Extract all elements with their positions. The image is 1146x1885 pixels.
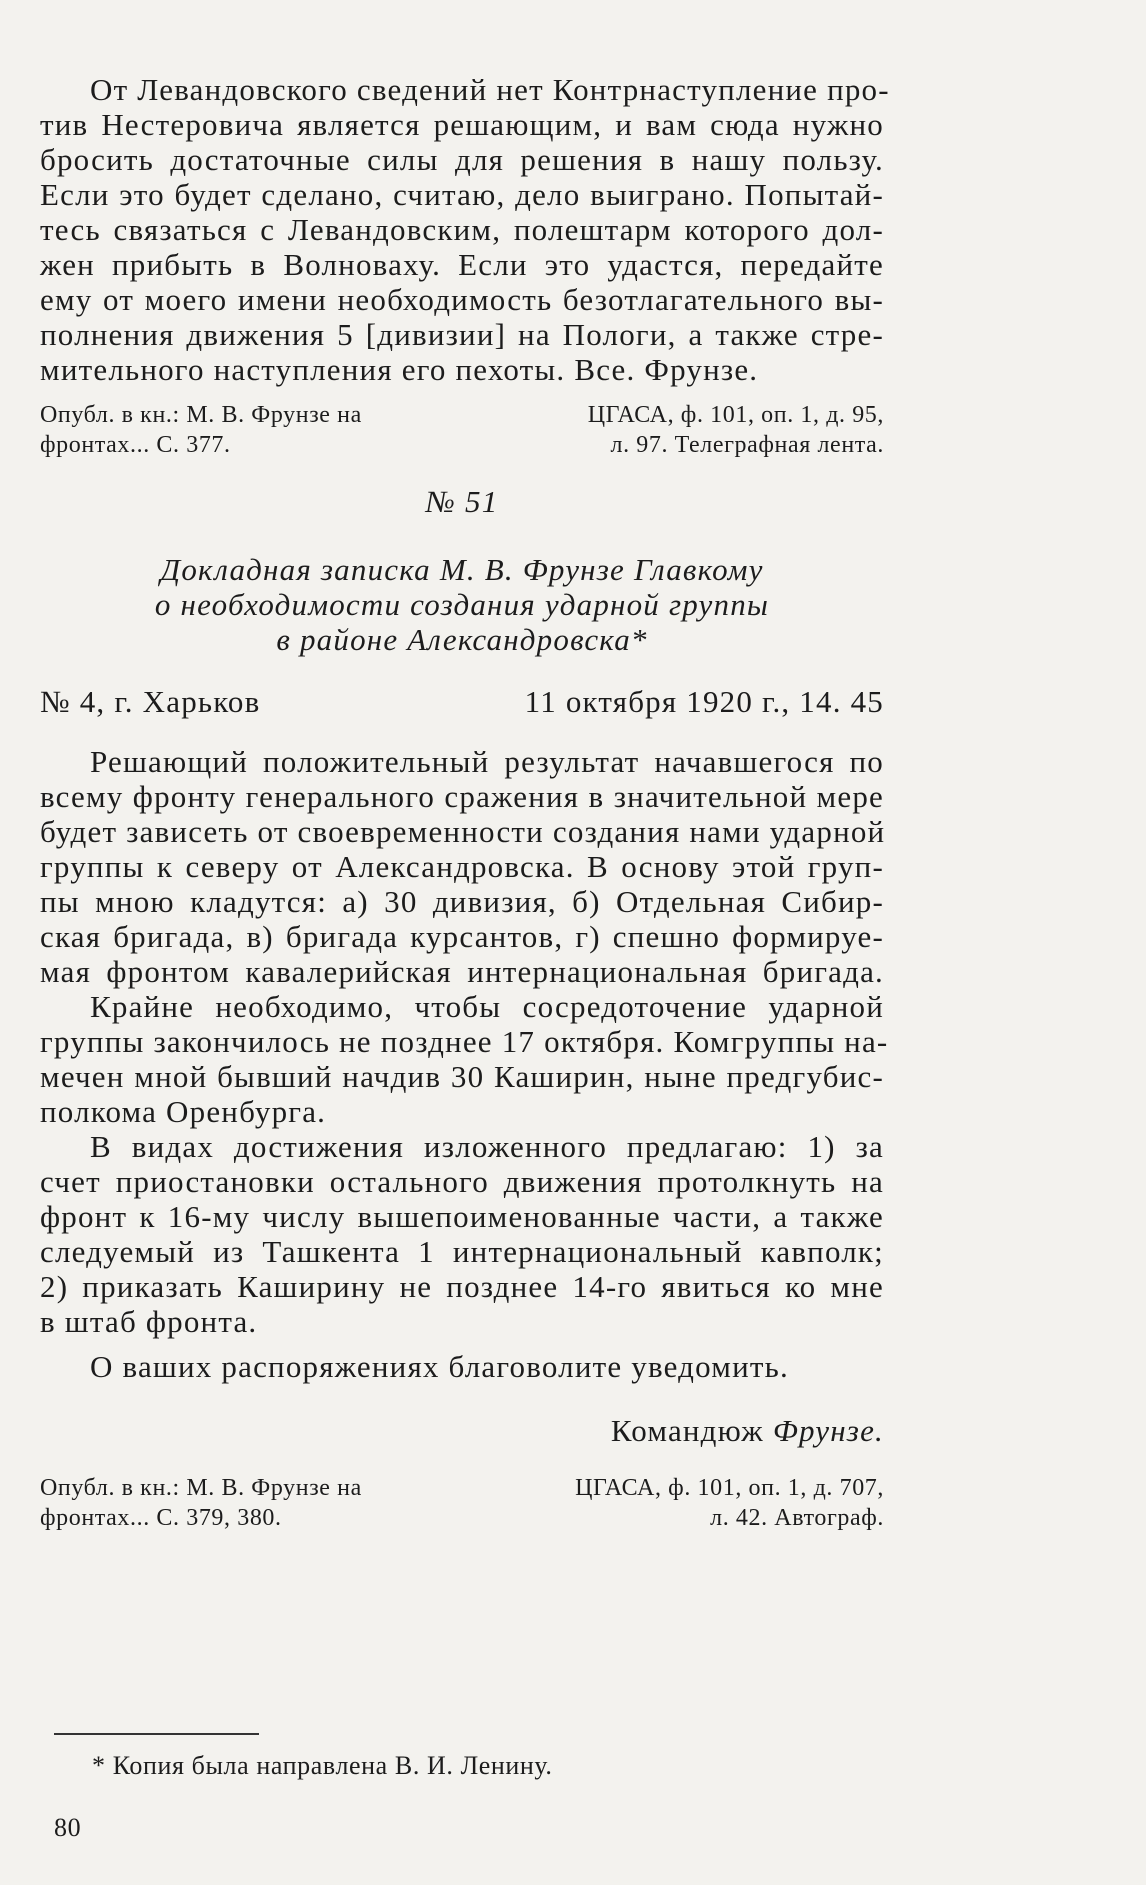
title-line: в районе Александровска* xyxy=(276,622,648,657)
text-line: всему фронту генерального сражения в значительной мере xyxy=(40,779,884,814)
signature-name: Фрунзе. xyxy=(772,1413,884,1448)
text-line: 2) приказать Каширину не позднее 14-го явиться ко мне xyxy=(40,1269,884,1304)
published-source: Опубл. в кн.: М. В. Фрунзе на xyxy=(40,1475,362,1501)
published-source: Опубл. в кн.: М. В. Фрунзе на xyxy=(40,402,362,428)
text-line: О ваших распоряжениях благоволите уведомить. xyxy=(90,1349,789,1384)
document-date: 11 октября 1920 г., 14. 45 xyxy=(524,684,884,719)
archive-source: л. 97. Телеграфная лента. xyxy=(610,432,884,458)
text-line: следуемый из Ташкента 1 интернациональный кавполк; xyxy=(40,1234,884,1269)
title-line: о необходимости создания ударной группы xyxy=(154,587,770,622)
signature-role: Командюж xyxy=(610,1413,764,1448)
archive-source: ЦГАСА, ф. 101, оп. 1, д. 95, xyxy=(587,402,884,428)
footnote: * Копия была направлена В. И. Ленину. xyxy=(92,1751,553,1780)
footnote-divider xyxy=(54,1733,259,1735)
text-line: В видах достижения изложенного предлагаю: 1) за xyxy=(90,1129,884,1164)
text-line: От Левандовского сведений нет Контрнаступление про- xyxy=(90,72,890,107)
text-line: ему от моего имени необходимость безотлагательного вы- xyxy=(40,282,884,317)
document-number: № 51 xyxy=(425,484,499,519)
text-line: в штаб фронта. xyxy=(40,1304,258,1339)
text-line: группы закончилось не позднее 17 октября. Комгруппы на- xyxy=(40,1024,889,1059)
text-line: счет приостановки остального движения протолкнуть на xyxy=(40,1164,884,1199)
text-line: будет зависеть от своевременности создания нами ударной xyxy=(40,814,886,849)
published-source: фронтах... С. 379, 380. xyxy=(40,1505,282,1531)
text-line: бросить достаточные силы для решения в нашу пользу. xyxy=(40,142,884,177)
text-line: ская бригада, в) бригада курсантов, г) спешно формируе- xyxy=(40,919,884,954)
archive-source: л. 42. Автограф. xyxy=(710,1505,884,1531)
archive-source: ЦГАСА, ф. 101, оп. 1, д. 707, xyxy=(575,1475,884,1501)
text-line: фронт к 16-му числу вышепоименованные части, а также xyxy=(40,1199,884,1234)
document-ref: № 4, г. Харьков xyxy=(40,684,261,719)
text-line: мительного наступления его пехоты. Все. Фрунзе. xyxy=(40,352,759,387)
published-source: фронтах... С. 377. xyxy=(40,432,231,458)
page-number: 80 xyxy=(54,1813,82,1842)
text-line: Решающий положительный результат начавшегося по xyxy=(90,744,884,779)
text-line: полнения движения 5 [дивизии] на Пологи, а также стре- xyxy=(40,317,884,352)
text-line: полкома Оренбурга. xyxy=(40,1094,327,1129)
text-line: тесь связаться с Левандовским, полештарм которого дол- xyxy=(40,212,884,247)
text-line: Крайне необходимо, чтобы сосредоточение ударной xyxy=(90,989,884,1024)
text-line: мая фронтом кавалерийская интернациональная бригада. xyxy=(40,954,884,989)
text-line: жен прибыть в Волноваху. Если это удастся, передайте xyxy=(40,247,884,282)
signature xyxy=(480,1413,884,1449)
text-line: Если это будет сделано, считаю, дело выиграно. Попытай- xyxy=(40,177,884,212)
text-line: тив Нестеровича является решающим, и вам сюда нужно xyxy=(40,107,884,142)
text-line: мечен мной бывший начдив 30 Каширин, ныне предгубис- xyxy=(40,1059,884,1094)
title-line: Докладная записка М. В. Фрунзе Главкому xyxy=(160,552,764,587)
text-line: пы мною кладутся: а) 30 дивизия, б) Отдельная Сибир- xyxy=(40,884,884,919)
text-line: группы к северу от Александровска. В основу этой груп- xyxy=(40,849,884,884)
